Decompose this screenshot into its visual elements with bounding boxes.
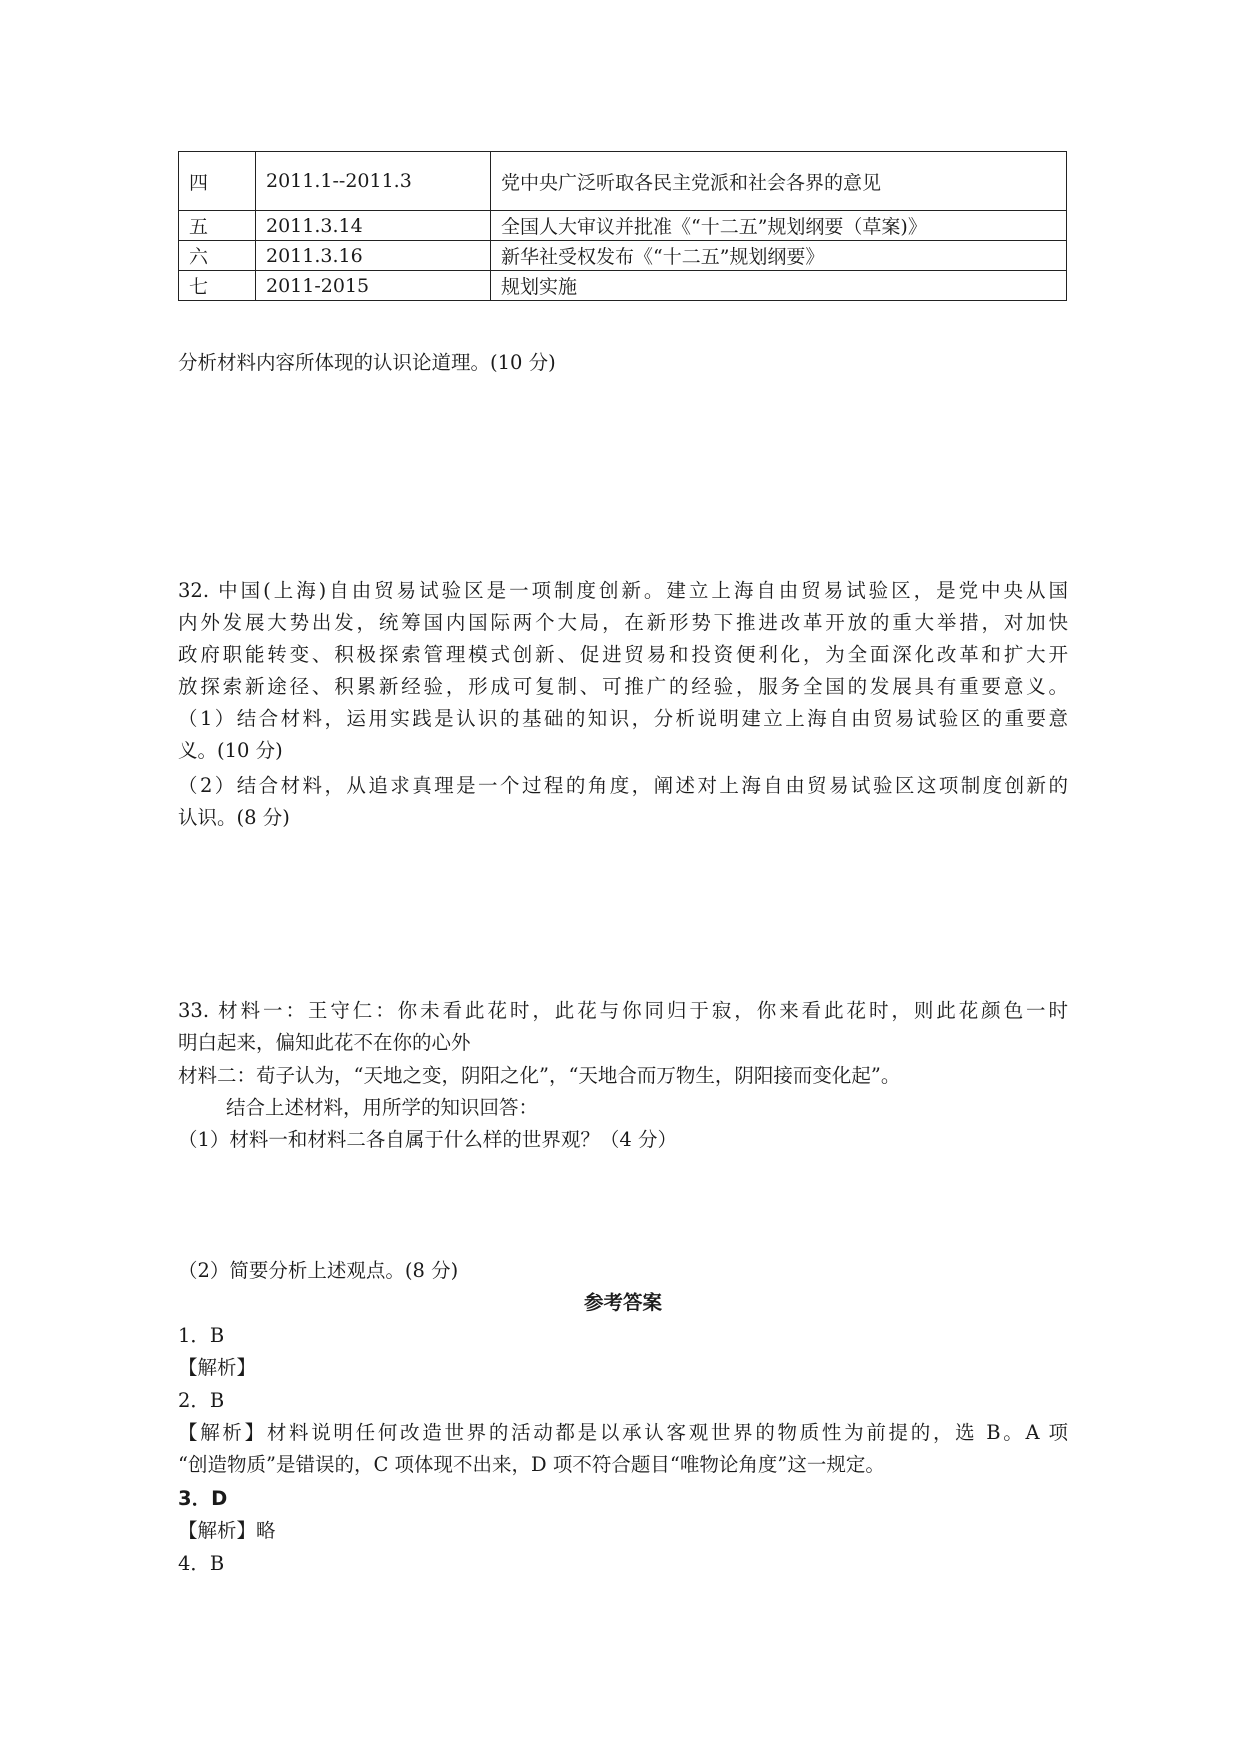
table-row [179,241,1067,271]
table-row [179,271,1067,301]
row-date: 2011.1--2011.3 [256,152,491,211]
q33-sub2: （2）简要分析上述观点。(8 分) [178,1259,459,1282]
q33-text-line: 33. 材料一：王守仁：你未看此花时，此花与你同归于寂，你来看此花时，则此花颜色一时 [178,999,1068,1022]
answers-heading: 参考答案 [583,1291,662,1314]
answer-item: 4．B [178,1552,225,1575]
q33-sub1: （1）材料一和材料二各自属于什么样的世界观？（4 分） [178,1128,678,1151]
q32-sub1-line: 义。(10 分) [178,739,283,762]
q33-text-line: 明白起来，偏知此花不在你的心外 [178,1031,471,1054]
q32-sub2-line: 认识。(8 分) [178,806,290,829]
row-date: 2011.3.16 [256,241,491,271]
row-date: 2011-2015 [256,271,491,301]
answer-analysis: 【解析】材料说明任何改造世界的活动都是以承认客观世界的物质性为前提的，选 B。A 项 [178,1421,1068,1444]
q32-text-line: 放探索新途径、积累新经验，形成可复制、可推广的经验，服务全国的发展具有重要意义。 [178,675,1068,698]
q32-text-line: 内外发展大势出发，统筹国内国际两个大局，在新形势下推进改革开放的重大举措，对加快 [178,611,1068,634]
q32-text-line: 32. 中国(上海)自由贸易试验区是一项制度创新。建立上海自由贸易试验区，是党中央从国 [178,579,1068,602]
q31-prompt: 分析材料内容所体现的认识论道理。(10 分) [178,351,556,374]
answer-item: 2．B [178,1389,225,1412]
answer-analysis: 【解析】 [178,1356,257,1379]
row-event: 规划实施 [491,271,1067,301]
answer-analysis: “创造物质”是错误的，C 项体现不出来，D 项不符合题目“唯物论角度”这一规定。 [178,1453,885,1476]
q32-sub2-line: （2）结合材料，从追求真理是一个过程的角度，阐述对上海自由贸易试验区这项制度创新的 [178,774,1068,797]
q33-text-line: 材料二：荀子认为，“天地之变，阴阳之化”，“天地合而万物生，阴阳接而变化起”。 [178,1064,901,1087]
timeline-table [178,151,1067,301]
row-date: 2011.3.14 [256,211,491,241]
table-row [179,152,1067,211]
table-row [179,211,1067,241]
row-number: 四 [179,152,256,211]
q32-sub1-line: （1）结合材料，运用实践是认识的基础的知识，分析说明建立上海自由贸易试验区的重要意 [178,707,1068,730]
row-event: 新华社受权发布《“十二五”规划纲要》 [491,241,1067,271]
row-number: 六 [179,241,256,271]
row-event: 党中央广泛听取各民主党派和社会各界的意见 [491,152,1067,211]
answer-analysis: 【解析】略 [178,1519,276,1542]
row-number: 五 [179,211,256,241]
row-number: 七 [179,271,256,301]
row-event: 全国人大审议并批准《“十二五”规划纲要（草案)》 [491,211,1067,241]
q33-text-line: 结合上述材料，用所学的知识回答： [226,1096,539,1119]
q32-text-line: 政府职能转变、积极探索管理模式创新、促进贸易和投资便利化，为全面深化改革和扩大开 [178,643,1068,666]
answer-item: 3．D [178,1487,228,1510]
answer-item: 1．B [178,1324,225,1347]
